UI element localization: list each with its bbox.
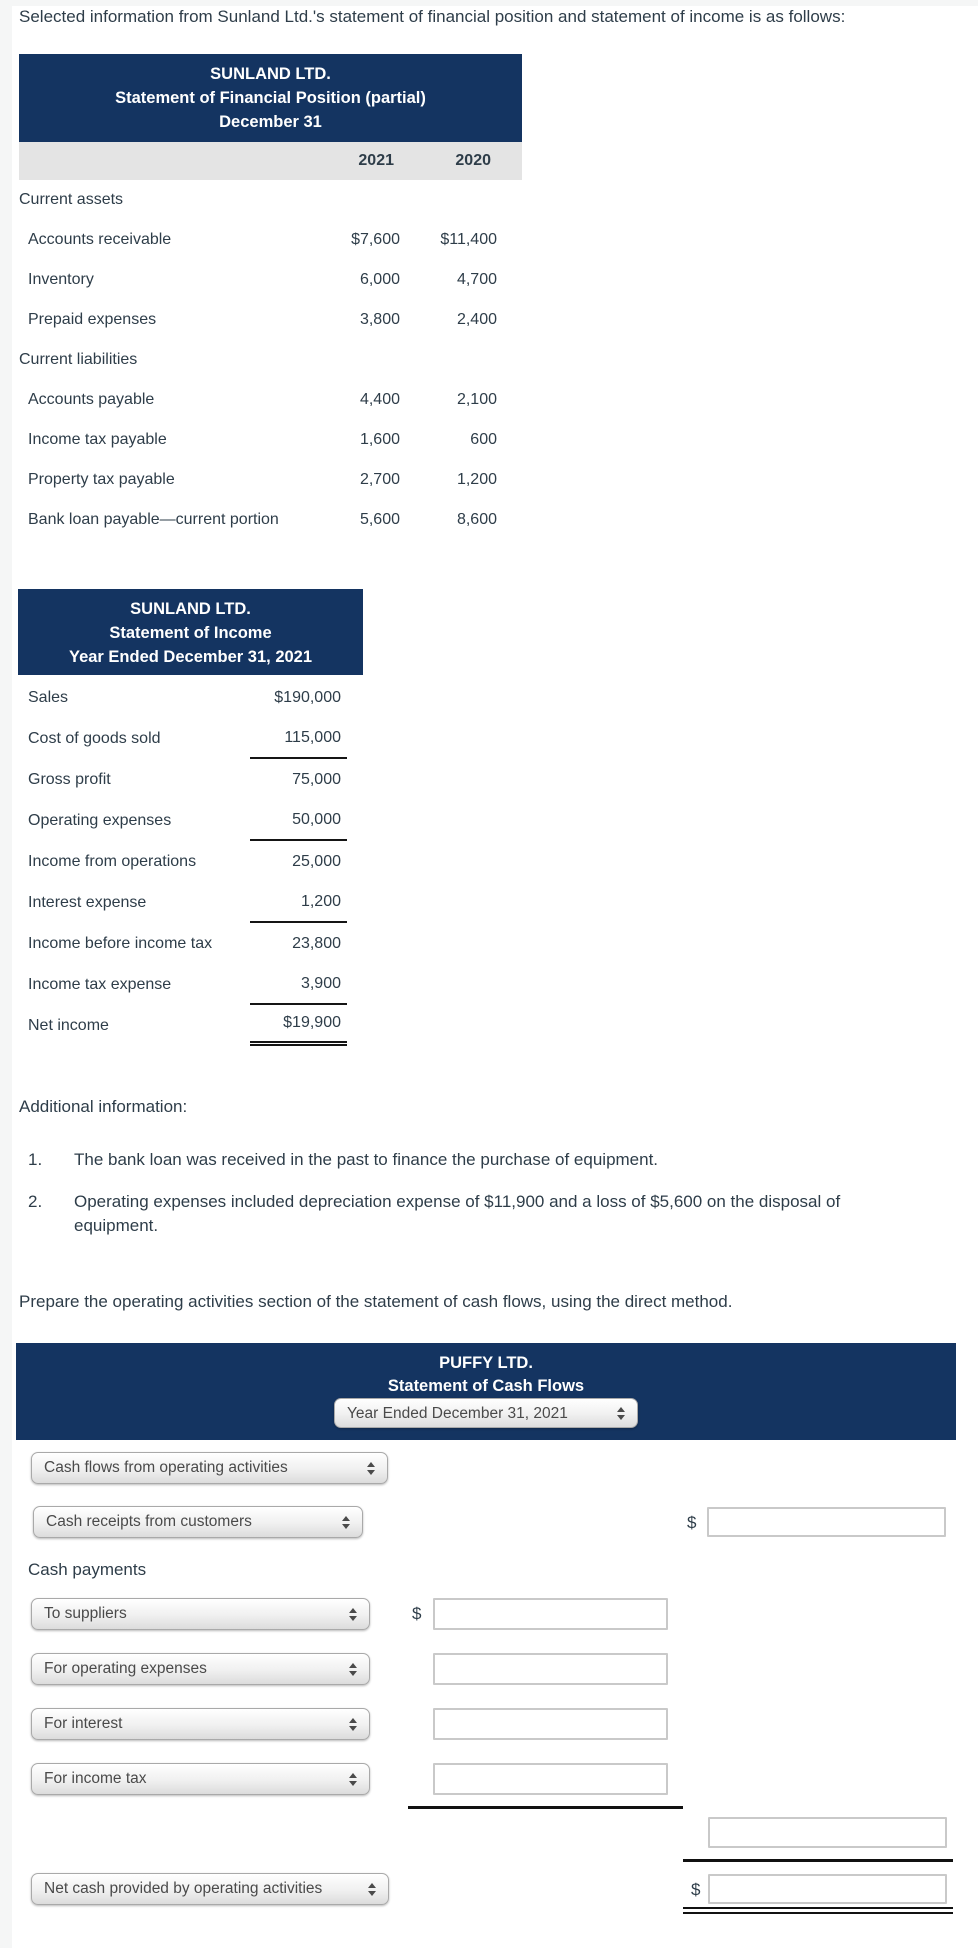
- updown-arrows-icon: [349, 1773, 357, 1786]
- income-statement-rows: [18, 677, 363, 1046]
- table-row: Inventory 6,000 4,700: [28, 271, 497, 288]
- cash-flow-form-header: [16, 1343, 956, 1440]
- table-row: Operating expenses 50,000: [18, 800, 363, 841]
- income-tax-amount-input[interactable]: [433, 1763, 668, 1795]
- table-row: Property tax payable 2,700 1,200: [28, 471, 497, 488]
- payment-select-operating-expenses[interactable]: For operating expenses: [31, 1653, 370, 1685]
- page-left-gutter: [0, 0, 12, 1948]
- table-row: Current liabilities: [19, 351, 138, 368]
- operating-expenses-amount-input[interactable]: [433, 1653, 668, 1685]
- table-row: Current assets: [19, 191, 124, 208]
- table-row: Income before income tax 23,800: [28, 934, 341, 952]
- total-payments-amount-input[interactable]: [708, 1817, 947, 1848]
- updown-arrows-icon: [349, 1718, 357, 1731]
- statement-date: December 31: [219, 113, 322, 131]
- statement-period: Year Ended December 31, 2021: [68, 648, 313, 666]
- table-row: Gross profit 75,000: [28, 770, 341, 788]
- company-name: PUFFY LTD.: [439, 1354, 533, 1372]
- table-row: Prepaid expenses 3,800 2,400: [28, 311, 497, 328]
- statement-title: Statement of Cash Flows: [387, 1377, 585, 1395]
- financial-position-header: [19, 54, 522, 142]
- period-select[interactable]: Year Ended December 31, 2021: [334, 1398, 638, 1428]
- income-statement-header: [18, 589, 363, 675]
- table-row: Net income $19,900: [18, 1005, 363, 1046]
- payment-select-suppliers[interactable]: To suppliers: [31, 1598, 370, 1630]
- updown-arrows-icon: [617, 1407, 625, 1420]
- currency-symbol: $: [687, 1513, 697, 1532]
- list-item: The bank loan was received in the past to finance the purchase of equipment.: [74, 1150, 659, 1169]
- receipts-select[interactable]: Cash receipts from customers: [33, 1506, 363, 1538]
- payment-select-income-tax[interactable]: For income tax: [31, 1763, 370, 1795]
- net-cash-select[interactable]: Net cash provided by operating activities: [31, 1873, 389, 1905]
- updown-arrows-icon: [349, 1663, 357, 1676]
- updown-arrows-icon: [368, 1883, 376, 1896]
- financial-position-rows: [19, 180, 522, 540]
- table-row: Accounts receivable $7,600 $11,400: [28, 231, 497, 248]
- instruction-text: Prepare the operating activities section of the statement of cash flows, using the direct method.: [19, 1292, 733, 1311]
- additional-info-heading: Additional information:: [19, 1097, 188, 1116]
- statement-title: Statement of Income: [109, 624, 272, 642]
- list-item: Operating expenses included depreciation expense of $11,900 and a loss of $5,600 on the disposal of equipment.: [74, 1192, 841, 1235]
- table-row: Income tax payable 1,600 600: [28, 431, 497, 448]
- column-header-2020: 2020: [455, 152, 491, 169]
- updown-arrows-icon: [367, 1462, 375, 1475]
- table-row: Interest expense 1,200: [18, 882, 363, 923]
- table-row: Accounts payable 4,400 2,100: [28, 391, 497, 408]
- subtotal-rule: [408, 1806, 683, 1809]
- receipts-amount-input[interactable]: [707, 1507, 946, 1537]
- company-name: SUNLAND LTD.: [130, 600, 251, 618]
- currency-symbol: $: [691, 1880, 701, 1899]
- table-row: Cost of goods sold 115,000: [18, 718, 363, 759]
- updown-arrows-icon: [342, 1516, 350, 1529]
- table-row: Bank loan payable—current portion 5,600 8,600: [28, 511, 497, 528]
- year-column-headers: [19, 142, 522, 180]
- currency-symbol: $: [412, 1604, 422, 1623]
- net-cash-amount-input[interactable]: [708, 1874, 947, 1904]
- interest-amount-input[interactable]: [433, 1708, 668, 1740]
- list-item-number: 1.: [28, 1150, 43, 1169]
- double-underline-rule: [683, 1907, 953, 1914]
- cash-payments-label: Cash payments: [28, 1560, 147, 1579]
- statement-title: Statement of Financial Position (partial): [115, 89, 426, 107]
- total-rule: [683, 1859, 953, 1862]
- company-name: SUNLAND LTD.: [210, 65, 331, 83]
- section-select[interactable]: Cash flows from operating activities: [31, 1452, 388, 1484]
- column-header-2021: 2021: [358, 152, 394, 169]
- payment-select-interest[interactable]: For interest: [31, 1708, 370, 1740]
- suppliers-amount-input[interactable]: [433, 1598, 668, 1630]
- table-row: Income tax expense 3,900: [18, 964, 363, 1005]
- intro-text: Selected information from Sunland Ltd.'s statement of financial position and statement of income is as follows:: [19, 7, 846, 26]
- updown-arrows-icon: [349, 1608, 357, 1621]
- table-row: Sales $190,000: [28, 688, 341, 706]
- table-row: Income from operations 25,000: [28, 852, 341, 870]
- list-item-number: 2.: [28, 1192, 43, 1211]
